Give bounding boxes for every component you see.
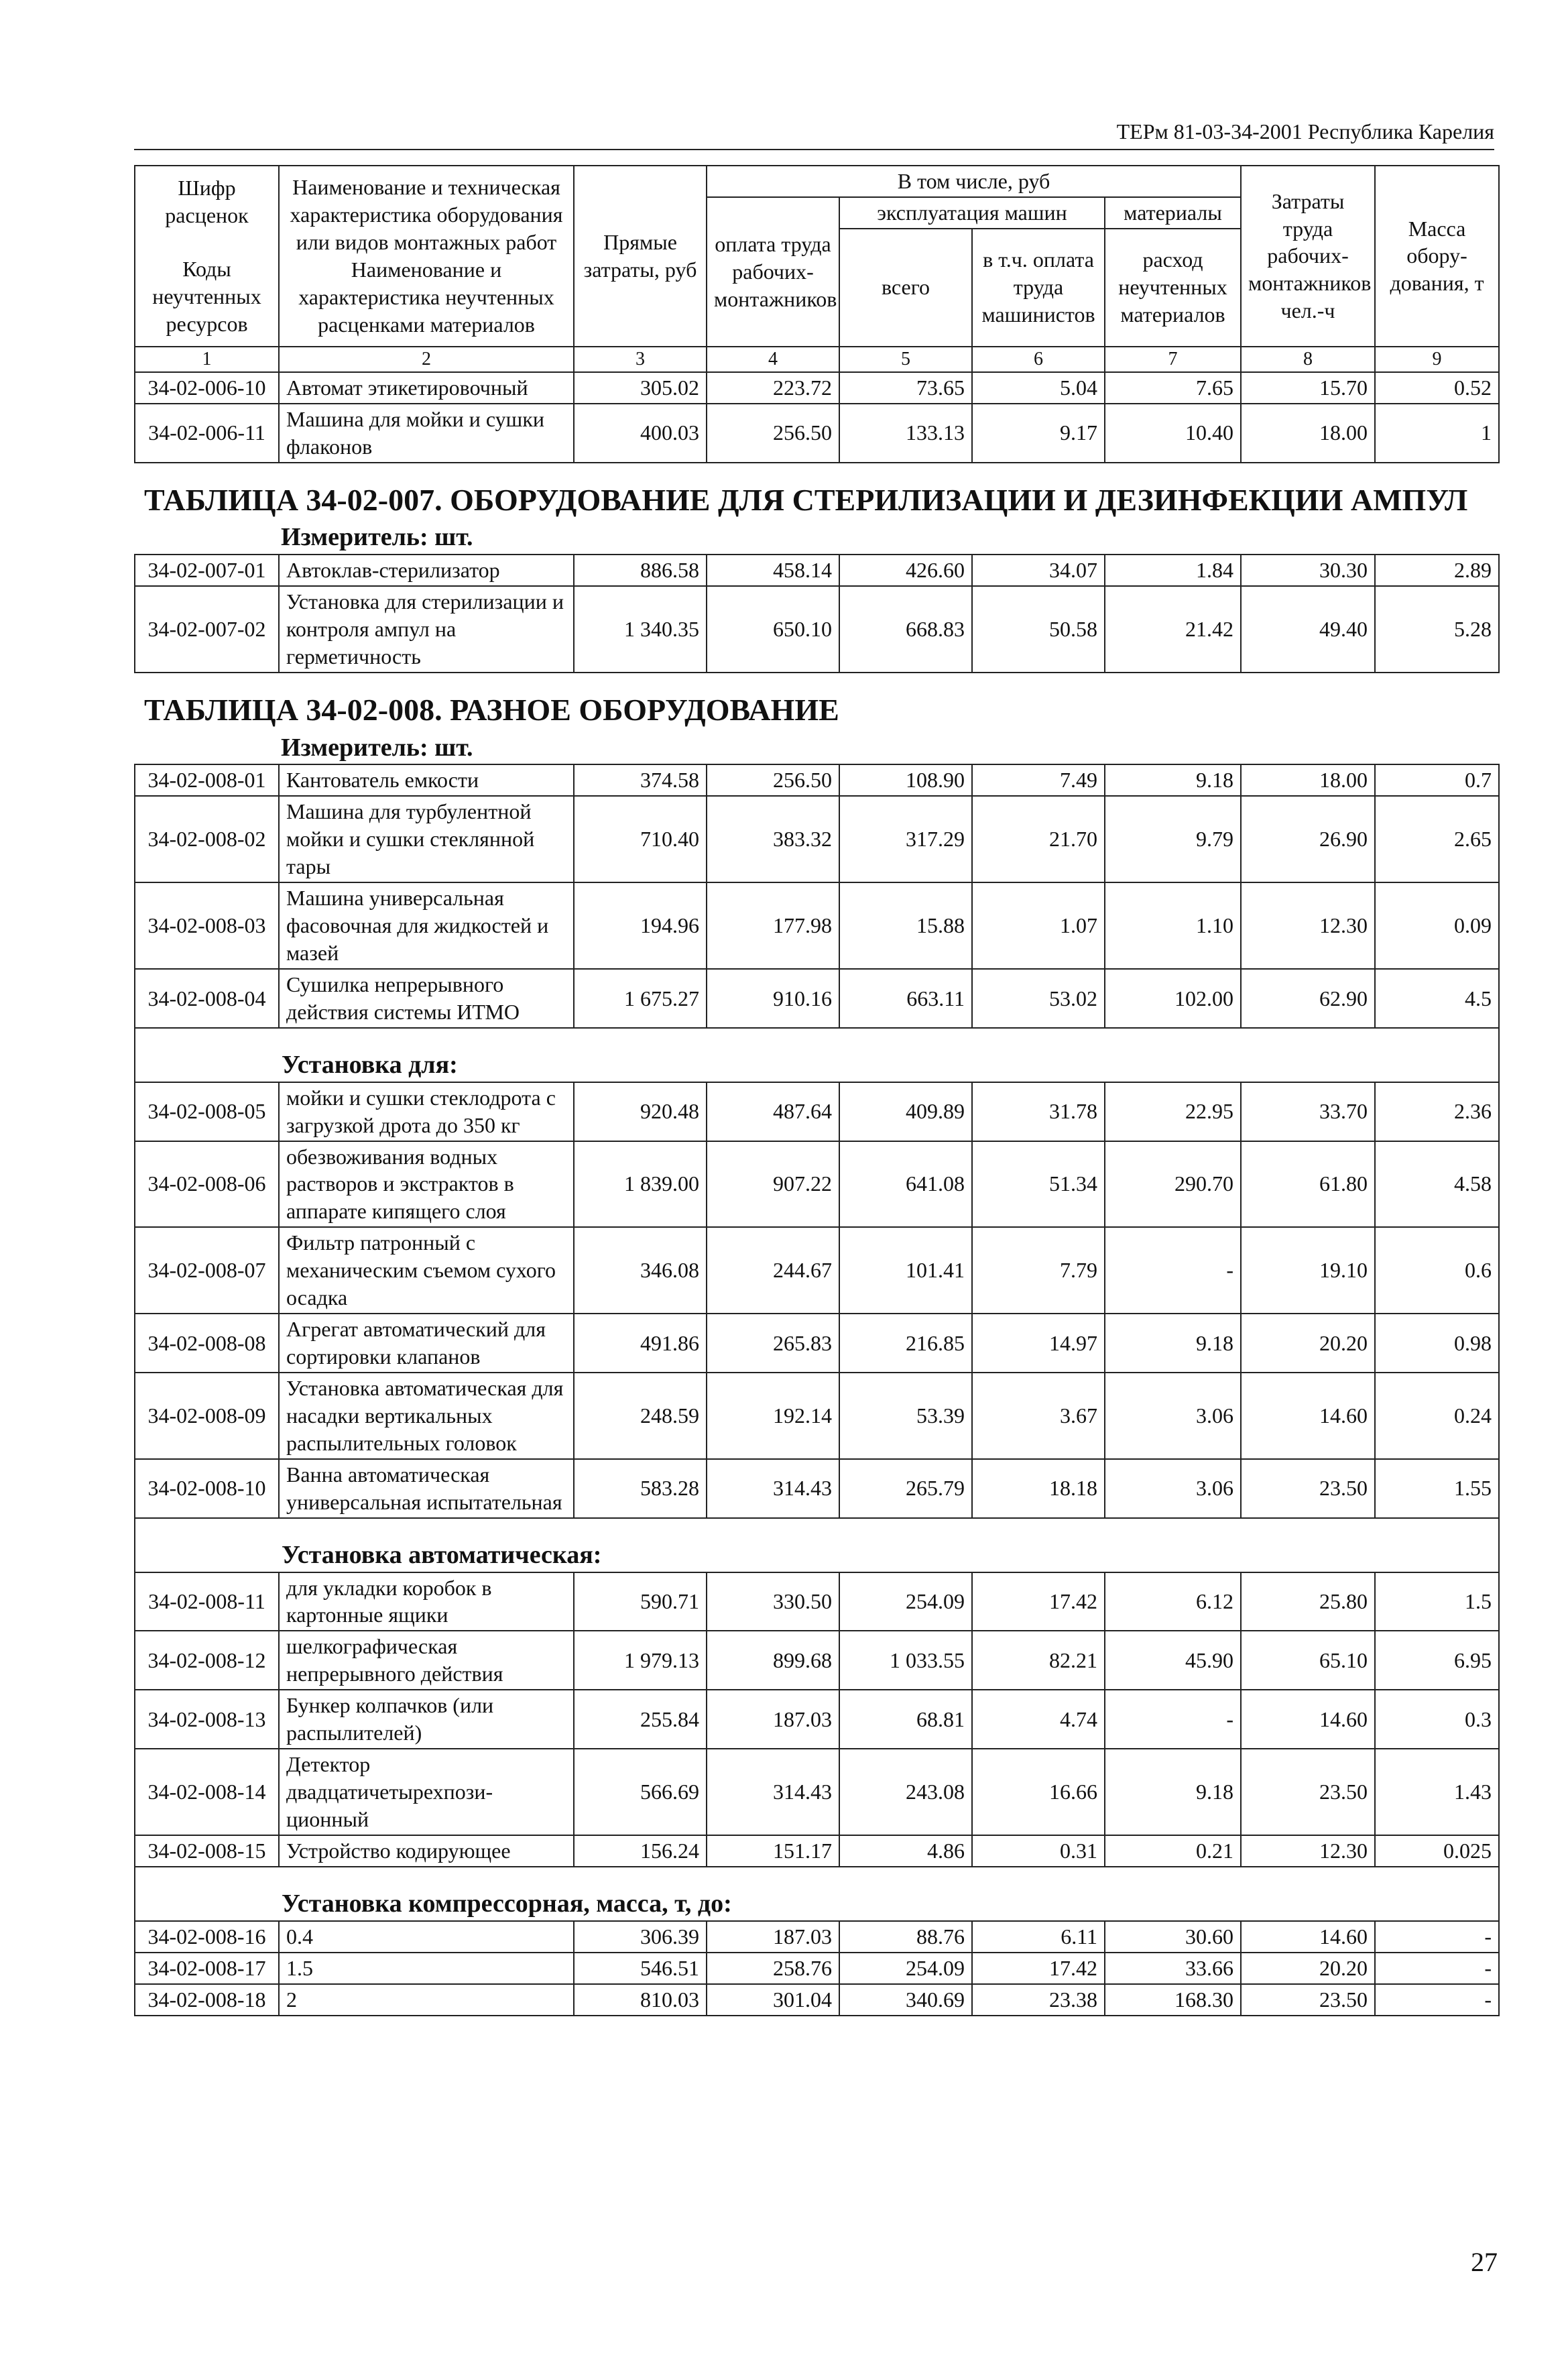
cell-materials: 10.40 [1105, 404, 1241, 463]
row-code: 34-02-006-11 [135, 404, 279, 463]
cell-machines-total: 663.11 [839, 969, 972, 1028]
cell-direct-cost: 583.28 [574, 1459, 707, 1518]
cell-labor-hours: 23.50 [1241, 1749, 1375, 1835]
cell-labor-pay: 244.67 [707, 1227, 839, 1314]
cell-materials: 22.95 [1105, 1082, 1241, 1141]
table-row [135, 372, 1499, 404]
table-row [135, 586, 1499, 673]
cell-machinist-pay: 18.18 [972, 1459, 1105, 1518]
meter-007: Измеритель: шт. [281, 523, 473, 552]
cell-labor-hours: 20.20 [1241, 1314, 1375, 1373]
table-row [135, 1749, 1499, 1835]
cell-labor-pay: 301.04 [707, 1984, 839, 2016]
cell-machinist-pay: 3.67 [972, 1373, 1105, 1459]
cell-labor-pay: 187.03 [707, 1921, 839, 1953]
row-name: Автоклав-стерилизатор [279, 555, 574, 586]
cell-mass: 0.6 [1375, 1227, 1499, 1314]
cell-machines-total: 53.39 [839, 1373, 972, 1459]
cell-direct-cost: 255.84 [574, 1690, 707, 1749]
cell-machinist-pay: 6.11 [972, 1921, 1105, 1953]
row-code: 34-02-008-04 [135, 969, 279, 1028]
cell-machines-total: 133.13 [839, 404, 972, 463]
table-008-rows-1 [135, 764, 1499, 1028]
cell-machinist-pay: 4.74 [972, 1690, 1105, 1749]
cell-labor-pay: 258.76 [707, 1953, 839, 1984]
cell-mass: 1.55 [1375, 1459, 1499, 1518]
header-rule [134, 149, 1494, 150]
col-number: 9 [1375, 347, 1499, 372]
row-code: 34-02-008-11 [135, 1572, 279, 1631]
cell-direct-cost: 566.69 [574, 1749, 707, 1835]
cell-materials: 102.00 [1105, 969, 1241, 1028]
table-row [135, 1835, 1499, 1867]
cell-labor-hours: 14.60 [1241, 1921, 1375, 1953]
cell-labor-pay: 192.14 [707, 1373, 839, 1459]
cell-mass: 2.65 [1375, 796, 1499, 882]
col-incl: В том числе, руб [707, 166, 1241, 197]
row-name: Агрегат автоматический для сортировки клапанов [279, 1314, 574, 1373]
row-code: 34-02-008-02 [135, 796, 279, 882]
subheading-3: Установка компрессорная, масса, т, до: [135, 1867, 1499, 1921]
cell-machines-total: 254.09 [839, 1953, 972, 1984]
cell-machines-total: 68.81 [839, 1690, 972, 1749]
col-number: 1 [135, 347, 279, 372]
cell-mass: - [1375, 1984, 1499, 2016]
cell-materials: 7.65 [1105, 372, 1241, 404]
cell-direct-cost: 491.86 [574, 1314, 707, 1373]
cell-direct-cost: 156.24 [574, 1835, 707, 1867]
col-name-bottom: Наименование и характеристика неучтенных расценками материалов [298, 257, 554, 337]
cell-machinist-pay: 31.78 [972, 1082, 1105, 1141]
page-number: 27 [1471, 2247, 1498, 2277]
subheading-2: Установка автоматическая: [135, 1518, 1499, 1572]
cell-direct-cost: 1 979.13 [574, 1631, 707, 1690]
cell-materials: 9.18 [1105, 764, 1241, 796]
cell-labor-hours: 65.10 [1241, 1631, 1375, 1690]
col-machines-total: всего [839, 229, 972, 347]
table-row [135, 1690, 1499, 1749]
row-code: 34-02-006-10 [135, 372, 279, 404]
cell-labor-pay: 910.16 [707, 969, 839, 1028]
cell-mass: - [1375, 1921, 1499, 1953]
cell-direct-cost: 546.51 [574, 1953, 707, 1984]
cell-machinist-pay: 16.66 [972, 1749, 1105, 1835]
col-code [135, 166, 279, 347]
cell-labor-pay: 256.50 [707, 404, 839, 463]
cell-labor-pay: 383.32 [707, 796, 839, 882]
cell-labor-hours: 18.00 [1241, 764, 1375, 796]
col-number: 4 [707, 347, 839, 372]
subheading-1: Установка для: [135, 1028, 1499, 1082]
cell-materials: 1.84 [1105, 555, 1241, 586]
cell-mass: 0.52 [1375, 372, 1499, 404]
cell-labor-pay: 314.43 [707, 1749, 839, 1835]
cell-mass: 1 [1375, 404, 1499, 463]
cell-labor-hours: 30.30 [1241, 555, 1375, 586]
row-name: Фильтр патронный с механическим съемом сухого осадка [279, 1227, 574, 1314]
col-name [279, 166, 574, 347]
cell-materials: - [1105, 1690, 1241, 1749]
cell-machinist-pay: 17.42 [972, 1953, 1105, 1984]
cell-labor-hours: 12.30 [1241, 882, 1375, 969]
row-name: Детектор двадцатичетырехпози-ционный [279, 1749, 574, 1835]
table-row [135, 1572, 1499, 1631]
row-code: 34-02-008-07 [135, 1227, 279, 1314]
cell-machinist-pay: 21.70 [972, 796, 1105, 882]
table-row [135, 404, 1499, 463]
cell-machinist-pay: 0.31 [972, 1835, 1105, 1867]
cell-direct-cost: 306.39 [574, 1921, 707, 1953]
row-name: Машина для мойки и сушки флаконов [279, 404, 574, 463]
col-number: 2 [279, 347, 574, 372]
cell-mass: 6.95 [1375, 1631, 1499, 1690]
table-007-rows [135, 555, 1499, 673]
table-row [135, 796, 1499, 882]
cell-labor-pay: 899.68 [707, 1631, 839, 1690]
cell-machinist-pay: 1.07 [972, 882, 1105, 969]
row-name: Установка для стерилизации и контроля ампул на герметичность [279, 586, 574, 673]
col-number: 5 [839, 347, 972, 372]
block-a-rows [135, 372, 1499, 463]
row-code: 34-02-008-03 [135, 882, 279, 969]
cell-direct-cost: 886.58 [574, 555, 707, 586]
estimate-table [134, 165, 1500, 2016]
cell-machines-total: 265.79 [839, 1459, 972, 1518]
row-name: Установка автоматическая для насадки вертикальных распылительных головок [279, 1373, 574, 1459]
cell-labor-hours: 19.10 [1241, 1227, 1375, 1314]
row-name: для укладки коробок в картонные ящики [279, 1572, 574, 1631]
cell-mass: 1.5 [1375, 1572, 1499, 1631]
row-code: 34-02-008-01 [135, 764, 279, 796]
row-code: 34-02-008-17 [135, 1953, 279, 1984]
cell-machines-total: 1 033.55 [839, 1631, 972, 1690]
cell-direct-cost: 810.03 [574, 1984, 707, 2016]
col-labor-cost: Затраты труда рабочих-монтажников чел.-ч [1241, 166, 1375, 347]
cell-machinist-pay: 17.42 [972, 1572, 1105, 1631]
cell-labor-hours: 20.20 [1241, 1953, 1375, 1984]
row-code: 34-02-008-05 [135, 1082, 279, 1141]
row-name: шелкографическая непрерывного действия [279, 1631, 574, 1690]
table-row [135, 764, 1499, 796]
cell-mass: 0.7 [1375, 764, 1499, 796]
table-row [135, 969, 1499, 1028]
cell-direct-cost: 590.71 [574, 1572, 707, 1631]
row-code: 34-02-008-12 [135, 1631, 279, 1690]
cell-labor-pay: 907.22 [707, 1141, 839, 1228]
row-name: 1.5 [279, 1953, 574, 1984]
cell-labor-pay: 330.50 [707, 1572, 839, 1631]
cell-mass: 0.09 [1375, 882, 1499, 969]
row-name: Ванна автоматическая универсальная испытательная [279, 1459, 574, 1518]
cell-direct-cost: 710.40 [574, 796, 707, 882]
cell-labor-pay: 151.17 [707, 1835, 839, 1867]
row-name: 0.4 [279, 1921, 574, 1953]
col-code-bottom: Коды неучтенных ресурсов [152, 257, 261, 337]
col-number: 8 [1241, 347, 1375, 372]
cell-mass: 0.24 [1375, 1373, 1499, 1459]
cell-machinist-pay: 51.34 [972, 1141, 1105, 1228]
col-materials-unacc: расход неучтенных материалов [1105, 229, 1241, 347]
row-code: 34-02-008-09 [135, 1373, 279, 1459]
col-number: 7 [1105, 347, 1241, 372]
cell-direct-cost: 374.58 [574, 764, 707, 796]
table-row [135, 555, 1499, 586]
cell-materials: - [1105, 1227, 1241, 1314]
cell-labor-hours: 23.50 [1241, 1459, 1375, 1518]
cell-mass: 2.36 [1375, 1082, 1499, 1141]
col-machines: эксплуатация машин [839, 197, 1105, 229]
cell-labor-pay: 265.83 [707, 1314, 839, 1373]
cell-machinist-pay: 53.02 [972, 969, 1105, 1028]
cell-machines-total: 340.69 [839, 1984, 972, 2016]
column-numbers-row [135, 347, 1499, 372]
cell-machinist-pay: 5.04 [972, 372, 1105, 404]
cell-direct-cost: 305.02 [574, 372, 707, 404]
cell-machines-total: 668.83 [839, 586, 972, 673]
row-code: 34-02-007-01 [135, 555, 279, 586]
cell-materials: 9.18 [1105, 1314, 1241, 1373]
cell-machines-total: 426.60 [839, 555, 972, 586]
row-code: 34-02-008-18 [135, 1984, 279, 2016]
cell-machinist-pay: 7.79 [972, 1227, 1105, 1314]
col-name-top: Наименование и техническая характеристика оборудования или видов монтажных работ [290, 175, 563, 254]
cell-materials: 0.21 [1105, 1835, 1241, 1867]
cell-materials: 45.90 [1105, 1631, 1241, 1690]
table-title-007: ТАБЛИЦА 34-02-007. ОБОРУДОВАНИЕ ДЛЯ СТЕРИЛИЗАЦИИ И ДЕЗИНФЕКЦИИ АМПУЛ [144, 482, 1468, 517]
cell-machinist-pay: 34.07 [972, 555, 1105, 586]
cell-labor-hours: 33.70 [1241, 1082, 1375, 1141]
table-title-008: ТАБЛИЦА 34-02-008. РАЗНОЕ ОБОРУДОВАНИЕ [144, 692, 839, 727]
cell-machines-total: 254.09 [839, 1572, 972, 1631]
row-name: обезвоживания водных растворов и экстрактов в аппарате кипящего слоя [279, 1141, 574, 1228]
cell-direct-cost: 1 839.00 [574, 1141, 707, 1228]
cell-machinist-pay: 82.21 [972, 1631, 1105, 1690]
row-code: 34-02-008-10 [135, 1459, 279, 1518]
row-code: 34-02-008-15 [135, 1835, 279, 1867]
table-row [135, 1953, 1499, 1984]
meter-008: Измеритель: шт. [281, 733, 473, 762]
cell-machines-total: 641.08 [839, 1141, 972, 1228]
cell-labor-pay: 314.43 [707, 1459, 839, 1518]
cell-direct-cost: 248.59 [574, 1373, 707, 1459]
cell-materials: 6.12 [1105, 1572, 1241, 1631]
row-name: Машина универсальная фасовочная для жидкостей и мазей [279, 882, 574, 969]
row-code: 34-02-008-08 [135, 1314, 279, 1373]
cell-labor-hours: 14.60 [1241, 1373, 1375, 1459]
col-labor-pay: оплата труда рабочих-монтажников [707, 197, 839, 347]
cell-machines-total: 216.85 [839, 1314, 972, 1373]
cell-machines-total: 317.29 [839, 796, 972, 882]
cell-machines-total: 101.41 [839, 1227, 972, 1314]
cell-materials: 168.30 [1105, 1984, 1241, 2016]
cell-materials: 1.10 [1105, 882, 1241, 969]
cell-machinist-pay: 50.58 [972, 586, 1105, 673]
row-name: Сушилка непрерывного действия системы ИТМО [279, 969, 574, 1028]
table-row [135, 1984, 1499, 2016]
cell-machinist-pay: 9.17 [972, 404, 1105, 463]
table-row [135, 1314, 1499, 1373]
cell-mass: 1.43 [1375, 1749, 1499, 1835]
table-008-rows-2 [135, 1082, 1499, 1518]
cell-direct-cost: 920.48 [574, 1082, 707, 1141]
col-direct: Прямые затраты, руб [574, 166, 707, 347]
col-code-top: Шифр расценок [165, 175, 249, 227]
cell-labor-hours: 25.80 [1241, 1572, 1375, 1631]
cell-labor-hours: 61.80 [1241, 1141, 1375, 1228]
col-number: 3 [574, 347, 707, 372]
cell-materials: 21.42 [1105, 586, 1241, 673]
table-008-rows-3 [135, 1572, 1499, 1867]
col-mass: Масса обору-дования, т [1375, 166, 1499, 347]
col-number: 6 [972, 347, 1105, 372]
col-machinist-pay: в т.ч. оплата труда машинистов [972, 229, 1105, 347]
table-008-rows-4 [135, 1921, 1499, 2016]
row-name: Кантователь емкости [279, 764, 574, 796]
cell-labor-pay: 487.64 [707, 1082, 839, 1141]
cell-direct-cost: 194.96 [574, 882, 707, 969]
table-row [135, 882, 1499, 969]
cell-mass: 0.3 [1375, 1690, 1499, 1749]
row-name: Бункер колпачков (или распылителей) [279, 1690, 574, 1749]
row-name: мойки и сушки стеклодрота с загрузкой дрота до 350 кг [279, 1082, 574, 1141]
cell-labor-hours: 62.90 [1241, 969, 1375, 1028]
cell-materials: 9.79 [1105, 796, 1241, 882]
cell-labor-pay: 187.03 [707, 1690, 839, 1749]
cell-labor-pay: 223.72 [707, 372, 839, 404]
row-code: 34-02-008-16 [135, 1921, 279, 1953]
table-row [135, 1227, 1499, 1314]
row-code: 34-02-007-02 [135, 586, 279, 673]
cell-mass: - [1375, 1953, 1499, 1984]
cell-materials: 33.66 [1105, 1953, 1241, 1984]
cell-machines-total: 108.90 [839, 764, 972, 796]
cell-labor-hours: 18.00 [1241, 404, 1375, 463]
table-row [135, 1631, 1499, 1690]
cell-labor-hours: 15.70 [1241, 372, 1375, 404]
cell-materials: 290.70 [1105, 1141, 1241, 1228]
document-header: ТЕРм 81-03-34-2001 Республика Карелия [1116, 119, 1494, 143]
cell-direct-cost: 346.08 [574, 1227, 707, 1314]
cell-labor-pay: 256.50 [707, 764, 839, 796]
cell-machinist-pay: 7.49 [972, 764, 1105, 796]
table-row [135, 1921, 1499, 1953]
cell-machinist-pay: 23.38 [972, 1984, 1105, 2016]
cell-labor-hours: 49.40 [1241, 586, 1375, 673]
cell-mass: 4.5 [1375, 969, 1499, 1028]
row-code: 34-02-008-06 [135, 1141, 279, 1228]
cell-labor-hours: 23.50 [1241, 1984, 1375, 2016]
table-row [135, 1082, 1499, 1141]
table-row [135, 1373, 1499, 1459]
cell-direct-cost: 400.03 [574, 404, 707, 463]
cell-materials: 9.18 [1105, 1749, 1241, 1835]
cell-machines-total: 243.08 [839, 1749, 972, 1835]
row-code: 34-02-008-13 [135, 1690, 279, 1749]
cell-machinist-pay: 14.97 [972, 1314, 1105, 1373]
cell-labor-hours: 12.30 [1241, 1835, 1375, 1867]
cell-labor-hours: 14.60 [1241, 1690, 1375, 1749]
cell-labor-pay: 650.10 [707, 586, 839, 673]
cell-materials: 30.60 [1105, 1921, 1241, 1953]
cell-machines-total: 15.88 [839, 882, 972, 969]
cell-materials: 3.06 [1105, 1373, 1241, 1459]
cell-machines-total: 409.89 [839, 1082, 972, 1141]
row-name: Машина для турбулентной мойки и сушки стеклянной тары [279, 796, 574, 882]
cell-machines-total: 88.76 [839, 1921, 972, 1953]
cell-mass: 4.58 [1375, 1141, 1499, 1228]
cell-labor-pay: 177.98 [707, 882, 839, 969]
cell-labor-hours: 26.90 [1241, 796, 1375, 882]
cell-labor-pay: 458.14 [707, 555, 839, 586]
cell-machines-total: 73.65 [839, 372, 972, 404]
table-row [135, 1141, 1499, 1228]
row-code: 34-02-008-14 [135, 1749, 279, 1835]
row-name: 2 [279, 1984, 574, 2016]
row-name: Устройство кодирующее [279, 1835, 574, 1867]
cell-mass: 2.89 [1375, 555, 1499, 586]
cell-materials: 3.06 [1105, 1459, 1241, 1518]
cell-direct-cost: 1 675.27 [574, 969, 707, 1028]
cell-direct-cost: 1 340.35 [574, 586, 707, 673]
cell-machines-total: 4.86 [839, 1835, 972, 1867]
row-name: Автомат этикетировочный [279, 372, 574, 404]
cell-mass: 0.98 [1375, 1314, 1499, 1373]
col-materials: материалы [1105, 197, 1241, 229]
cell-mass: 0.025 [1375, 1835, 1499, 1867]
table-row [135, 1459, 1499, 1518]
cell-mass: 5.28 [1375, 586, 1499, 673]
